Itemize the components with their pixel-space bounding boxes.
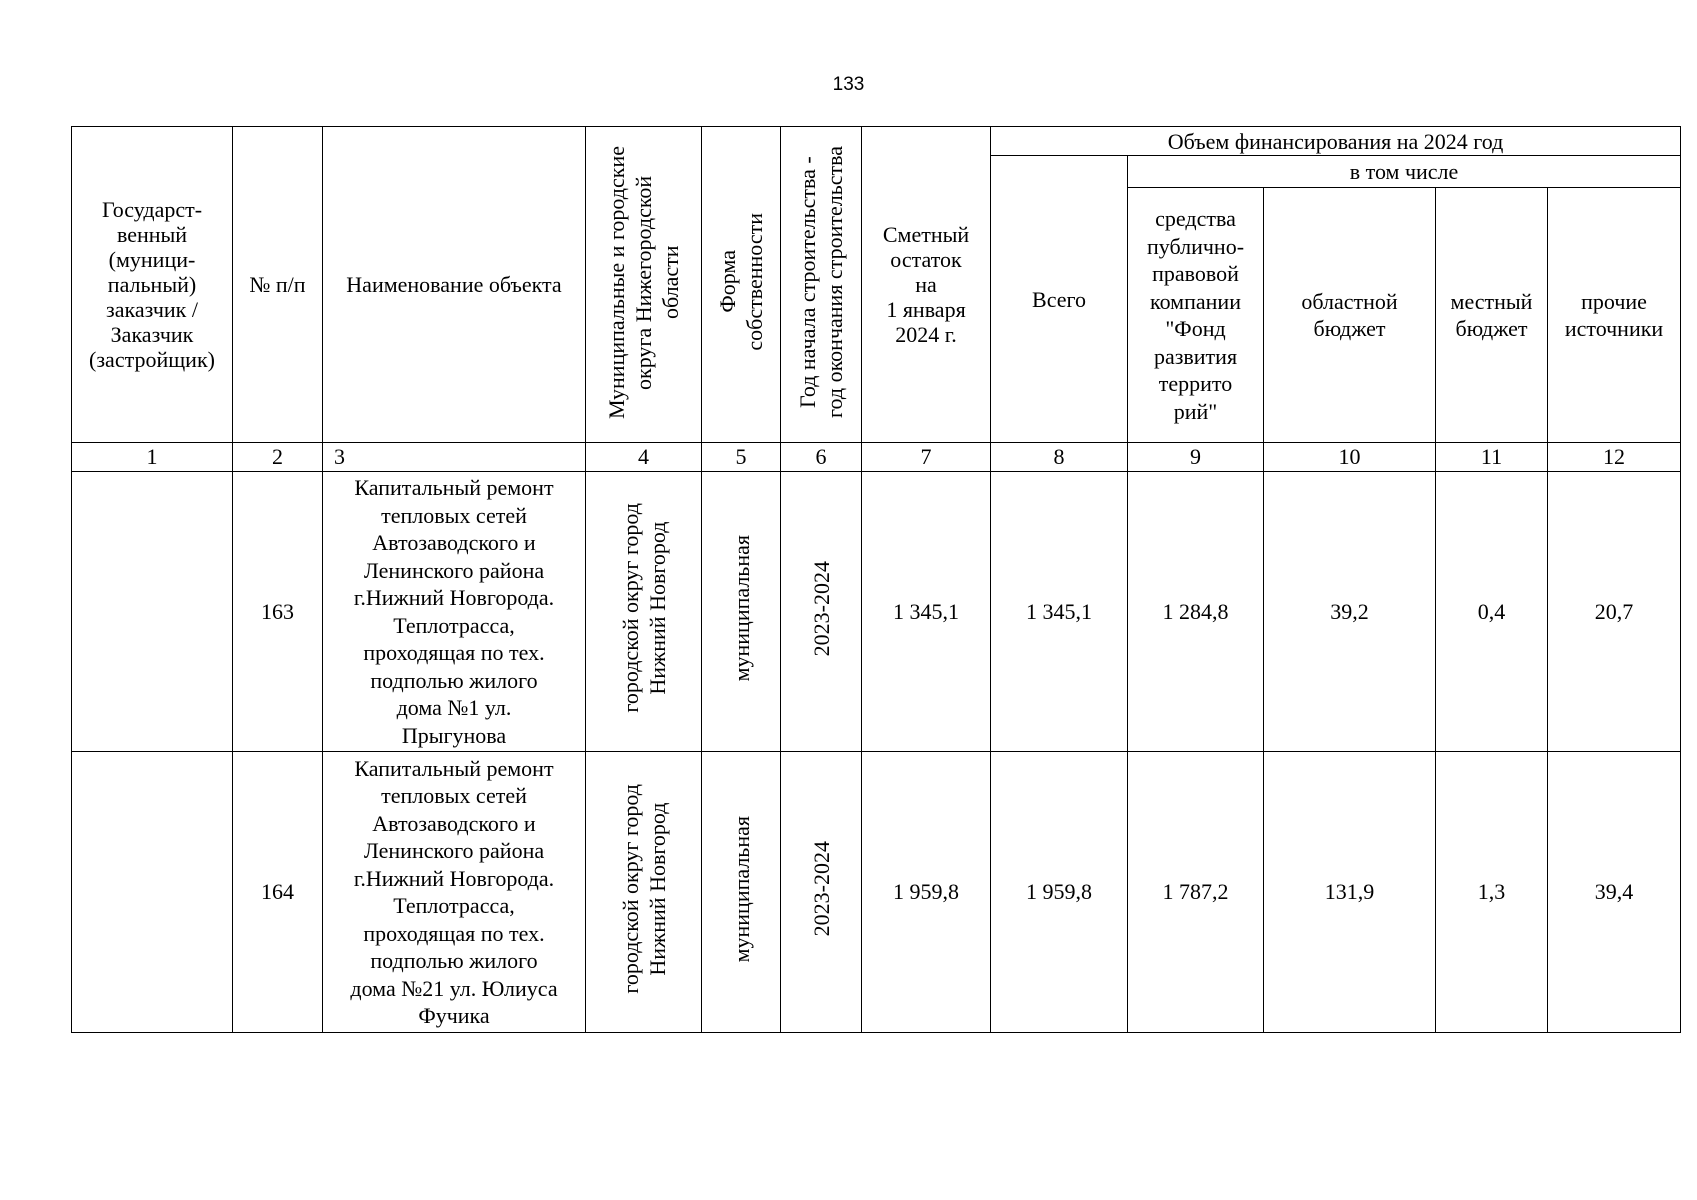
cell-years-text: 2023-2024 — [808, 841, 834, 937]
cell-total: 1 345,1 — [991, 472, 1128, 752]
column-number-4: 4 — [586, 443, 702, 472]
header-number: № п/п — [233, 127, 323, 443]
cell-years — [781, 752, 862, 1033]
cell-name: Капитальный ремонт тепловых сетей Автозаводского и Ленинского района г.Нижний Новгорода. Теплотрасса, проходящая по тех. подполью жилого дома №21 ул. Юлиуса Фучика — [323, 752, 586, 1033]
cell-customer — [72, 752, 233, 1033]
cell-estimate: 1 345,1 — [862, 472, 991, 752]
cell-fund: 1 787,2 — [1128, 752, 1264, 1033]
cell-customer — [72, 472, 233, 752]
header-financing: Объем финансирования на 2024 год — [991, 127, 1681, 156]
column-number-5: 5 — [702, 443, 781, 472]
column-number-7: 7 — [862, 443, 991, 472]
cell-municipality-text: городской округ город Нижний Новгород — [617, 503, 670, 714]
cell-number: 164 — [233, 752, 323, 1033]
column-number-11: 11 — [1436, 443, 1548, 472]
header-other: прочие источники — [1548, 188, 1681, 443]
cell-other: 20,7 — [1548, 472, 1681, 752]
header-years — [781, 127, 862, 443]
column-number-2: 2 — [233, 443, 323, 472]
column-number-3: 3 — [323, 443, 586, 472]
header-years-text: Год начала строительства - год окончания строительства — [795, 146, 847, 418]
column-number-row — [72, 443, 1681, 472]
header-municipality-text: Муниципальные и городские округа Нижегородской области — [604, 145, 683, 419]
column-number-8: 8 — [991, 443, 1128, 472]
cell-name: Капитальный ремонт тепловых сетей Автозаводского и Ленинского района г.Нижний Новгорода. Теплотрасса, проходящая по тех. подполью жилого дома №1 ул. Прыгунова — [323, 472, 586, 752]
cell-number: 163 — [233, 472, 323, 752]
cell-ownership-text: муниципальная — [728, 535, 754, 682]
cell-years — [781, 472, 862, 752]
header-total: Всего — [991, 156, 1128, 443]
cell-local: 0,4 — [1436, 472, 1548, 752]
cell-years-text: 2023-2024 — [808, 560, 834, 656]
header-regional: областной бюджет — [1264, 188, 1436, 443]
header-estimate: Сметный остаток на 1 января 2024 г. — [862, 127, 991, 443]
header-municipality — [586, 127, 702, 443]
cell-estimate: 1 959,8 — [862, 752, 991, 1033]
header-customer: Государст- венный (муници- пальный) заказчик / Заказчик (застройщик) — [72, 127, 233, 443]
column-number-10: 10 — [1264, 443, 1436, 472]
cell-regional: 131,9 — [1264, 752, 1436, 1033]
cell-municipality — [586, 752, 702, 1033]
cell-local: 1,3 — [1436, 752, 1548, 1033]
column-number-12: 12 — [1548, 443, 1681, 472]
table-row — [72, 472, 1681, 752]
cell-fund: 1 284,8 — [1128, 472, 1264, 752]
cell-municipality-text: городской округ город Нижний Новгород — [617, 783, 670, 994]
header-ownership — [702, 127, 781, 443]
cell-total: 1 959,8 — [991, 752, 1128, 1033]
header-including: в том числе — [1128, 156, 1681, 188]
page-number: 133 — [832, 74, 865, 95]
header-row-1 — [72, 127, 1681, 156]
cell-ownership — [702, 752, 781, 1033]
table-row — [72, 752, 1681, 1033]
financing-table — [71, 126, 1681, 1033]
header-ownership-text: Форма собственности — [715, 213, 767, 351]
cell-ownership — [702, 472, 781, 752]
cell-other: 39,4 — [1548, 752, 1681, 1033]
header-fund: средства публично- правовой компании "Фонд развития террито рий" — [1128, 188, 1264, 443]
header-object-name: Наименование объекта — [323, 127, 586, 443]
column-number-1: 1 — [72, 443, 233, 472]
column-number-6: 6 — [781, 443, 862, 472]
column-number-9: 9 — [1128, 443, 1264, 472]
cell-ownership-text: муниципальная — [728, 815, 754, 962]
cell-municipality — [586, 472, 702, 752]
header-local: местный бюджет — [1436, 188, 1548, 443]
cell-regional: 39,2 — [1264, 472, 1436, 752]
